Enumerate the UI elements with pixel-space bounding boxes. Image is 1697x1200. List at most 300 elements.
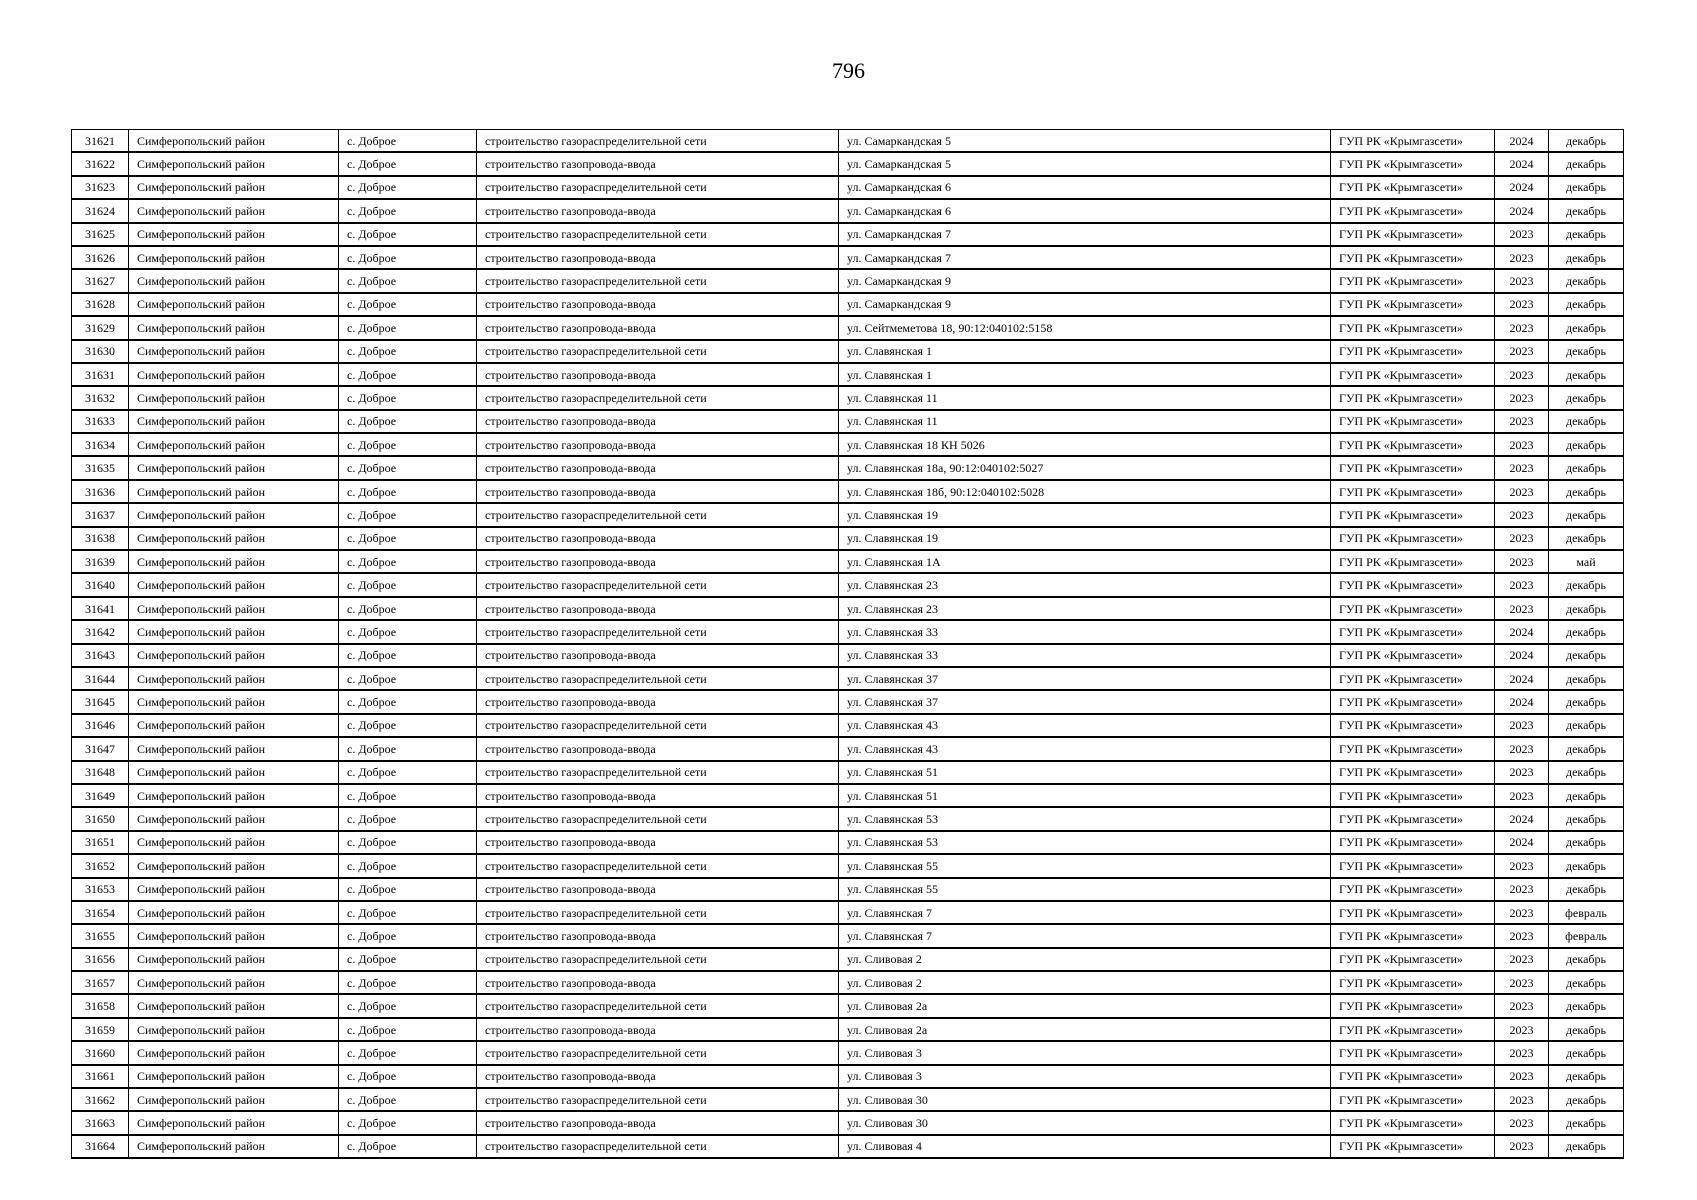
table-row: [72, 199, 1624, 222]
record-number: 31625: [72, 223, 129, 246]
organization-cell: ГУП РК «Крымгазсети»: [1331, 1065, 1495, 1088]
year-cell: 2023: [1495, 1135, 1549, 1158]
month-cell: декабрь: [1549, 573, 1624, 596]
locality-cell: с. Доброе: [339, 714, 477, 737]
month-cell: декабрь: [1549, 269, 1624, 292]
record-number: 31630: [72, 340, 129, 363]
table-row: [72, 971, 1624, 994]
address-cell: ул. Славянская 1А: [839, 550, 1331, 573]
month-cell: декабрь: [1549, 293, 1624, 316]
year-cell: 2023: [1495, 948, 1549, 971]
district-cell: Симферопольский район: [129, 667, 339, 690]
district-cell: Симферопольский район: [129, 199, 339, 222]
organization-cell: ГУП РК «Крымгазсети»: [1331, 1135, 1495, 1158]
record-number: 31652: [72, 854, 129, 877]
work-type-cell: строительство газопровода-ввода: [477, 480, 839, 503]
address-cell: ул. Самаркандская 7: [839, 246, 1331, 269]
locality-cell: с. Доброе: [339, 386, 477, 409]
work-type-cell: строительство газопровода-ввода: [477, 1018, 839, 1041]
record-number: 31638: [72, 527, 129, 550]
table-row: [72, 924, 1624, 947]
work-type-cell: строительство газопровода-ввода: [477, 316, 839, 339]
year-cell: 2023: [1495, 761, 1549, 784]
work-type-cell: строительство газопровода-ввода: [477, 456, 839, 479]
month-cell: декабрь: [1549, 410, 1624, 433]
table-row: [72, 363, 1624, 386]
work-type-cell: строительство газораспределительной сети: [477, 948, 839, 971]
organization-cell: ГУП РК «Крымгазсети»: [1331, 246, 1495, 269]
organization-cell: ГУП РК «Крымгазсети»: [1331, 831, 1495, 854]
address-cell: ул. Славянская 7: [839, 924, 1331, 947]
locality-cell: с. Доброе: [339, 152, 477, 175]
record-number: 31632: [72, 386, 129, 409]
locality-cell: с. Доброе: [339, 480, 477, 503]
record-number: 31664: [72, 1135, 129, 1158]
work-type-cell: строительство газораспределительной сети: [477, 1135, 839, 1158]
year-cell: 2023: [1495, 924, 1549, 947]
address-cell: ул. Сливовая 2: [839, 948, 1331, 971]
year-cell: 2024: [1495, 199, 1549, 222]
year-cell: 2023: [1495, 293, 1549, 316]
locality-cell: с. Доброе: [339, 293, 477, 316]
month-cell: декабрь: [1549, 1088, 1624, 1111]
organization-cell: ГУП РК «Крымгазсети»: [1331, 690, 1495, 713]
record-number: 31655: [72, 924, 129, 947]
address-cell: ул. Славянская 18а, 90:12:040102:5027: [839, 456, 1331, 479]
year-cell: 2023: [1495, 994, 1549, 1017]
table-row: [72, 994, 1624, 1017]
district-cell: Симферопольский район: [129, 293, 339, 316]
table-body: [72, 130, 1624, 1159]
address-cell: ул. Самаркандская 6: [839, 199, 1331, 222]
locality-cell: с. Доброе: [339, 433, 477, 456]
table-row: [72, 527, 1624, 550]
table-row: [72, 761, 1624, 784]
page-number: 796: [832, 58, 865, 83]
table-row: [72, 293, 1624, 316]
locality-cell: с. Доброе: [339, 410, 477, 433]
work-type-cell: строительство газораспределительной сети: [477, 761, 839, 784]
month-cell: февраль: [1549, 924, 1624, 947]
record-number: 31651: [72, 831, 129, 854]
table-row: [72, 410, 1624, 433]
record-number: 31654: [72, 901, 129, 924]
work-type-cell: строительство газораспределительной сети: [477, 854, 839, 877]
district-cell: Симферопольский район: [129, 1065, 339, 1088]
record-number: 31642: [72, 620, 129, 643]
address-cell: ул. Сливовая 2а: [839, 994, 1331, 1017]
organization-cell: ГУП РК «Крымгазсети»: [1331, 456, 1495, 479]
work-type-cell: строительство газопровода-ввода: [477, 597, 839, 620]
address-cell: ул. Сейтмеметова 18, 90:12:040102:5158: [839, 316, 1331, 339]
district-cell: Симферопольский район: [129, 784, 339, 807]
district-cell: Симферопольский район: [129, 410, 339, 433]
work-type-cell: строительство газораспределительной сети: [477, 1088, 839, 1111]
year-cell: 2023: [1495, 269, 1549, 292]
work-type-cell: строительство газопровода-ввода: [477, 924, 839, 947]
record-number: 31660: [72, 1041, 129, 1064]
month-cell: декабрь: [1549, 1041, 1624, 1064]
work-type-cell: строительство газопровода-ввода: [477, 152, 839, 175]
locality-cell: с. Доброе: [339, 176, 477, 199]
district-cell: Симферопольский район: [129, 971, 339, 994]
year-cell: 2023: [1495, 386, 1549, 409]
locality-cell: с. Доброе: [339, 597, 477, 620]
record-number: 31629: [72, 316, 129, 339]
locality-cell: с. Доброе: [339, 340, 477, 363]
table-row: [72, 831, 1624, 854]
record-number: 31631: [72, 363, 129, 386]
address-cell: ул. Славянская 43: [839, 737, 1331, 760]
year-cell: 2024: [1495, 130, 1549, 153]
district-cell: Симферопольский район: [129, 527, 339, 550]
locality-cell: с. Доброе: [339, 807, 477, 830]
record-number: 31647: [72, 737, 129, 760]
month-cell: декабрь: [1549, 831, 1624, 854]
year-cell: 2023: [1495, 340, 1549, 363]
organization-cell: ГУП РК «Крымгазсети»: [1331, 550, 1495, 573]
month-cell: декабрь: [1549, 737, 1624, 760]
address-cell: ул. Славянская 19: [839, 527, 1331, 550]
organization-cell: ГУП РК «Крымгазсети»: [1331, 480, 1495, 503]
record-number: 31653: [72, 878, 129, 901]
year-cell: 2023: [1495, 480, 1549, 503]
record-number: 31645: [72, 690, 129, 713]
district-cell: Симферопольский район: [129, 1041, 339, 1064]
year-cell: 2023: [1495, 223, 1549, 246]
district-cell: Симферопольский район: [129, 1111, 339, 1134]
address-cell: ул. Славянская 51: [839, 761, 1331, 784]
locality-cell: с. Доброе: [339, 199, 477, 222]
organization-cell: ГУП РК «Крымгазсети»: [1331, 340, 1495, 363]
district-cell: Симферопольский район: [129, 1135, 339, 1158]
month-cell: декабрь: [1549, 948, 1624, 971]
month-cell: декабрь: [1549, 1065, 1624, 1088]
address-cell: ул. Славянская 11: [839, 386, 1331, 409]
work-type-cell: строительство газораспределительной сети: [477, 994, 839, 1017]
district-cell: Симферопольский район: [129, 831, 339, 854]
table-row: [72, 176, 1624, 199]
year-cell: 2023: [1495, 737, 1549, 760]
organization-cell: ГУП РК «Крымгазсети»: [1331, 573, 1495, 596]
table-row: [72, 878, 1624, 901]
year-cell: 2023: [1495, 1065, 1549, 1088]
table-row: [72, 503, 1624, 526]
locality-cell: с. Доброе: [339, 901, 477, 924]
table-row: [72, 737, 1624, 760]
district-cell: Симферопольский район: [129, 363, 339, 386]
address-cell: ул. Славянская 18 КН 5026: [839, 433, 1331, 456]
organization-cell: ГУП РК «Крымгазсети»: [1331, 269, 1495, 292]
record-number: 31639: [72, 550, 129, 573]
locality-cell: с. Доброе: [339, 620, 477, 643]
month-cell: декабрь: [1549, 246, 1624, 269]
district-cell: Симферопольский район: [129, 223, 339, 246]
record-number: 31641: [72, 597, 129, 620]
address-cell: ул. Самаркандская 5: [839, 152, 1331, 175]
work-type-cell: строительство газопровода-ввода: [477, 1111, 839, 1134]
year-cell: 2023: [1495, 971, 1549, 994]
record-number: 31623: [72, 176, 129, 199]
year-cell: 2024: [1495, 831, 1549, 854]
district-cell: Симферопольский район: [129, 503, 339, 526]
locality-cell: с. Доброе: [339, 644, 477, 667]
organization-cell: ГУП РК «Крымгазсети»: [1331, 644, 1495, 667]
address-cell: ул. Славянская 53: [839, 831, 1331, 854]
district-cell: Симферопольский район: [129, 573, 339, 596]
district-cell: Симферопольский район: [129, 550, 339, 573]
district-cell: Симферопольский район: [129, 714, 339, 737]
record-number: 31637: [72, 503, 129, 526]
work-type-cell: строительство газораспределительной сети: [477, 807, 839, 830]
locality-cell: с. Доброе: [339, 363, 477, 386]
table-row: [72, 1088, 1624, 1111]
month-cell: декабрь: [1549, 971, 1624, 994]
year-cell: 2023: [1495, 456, 1549, 479]
address-cell: ул. Сливовая 3: [839, 1041, 1331, 1064]
district-cell: Симферопольский район: [129, 130, 339, 153]
address-cell: ул. Славянская 37: [839, 690, 1331, 713]
address-cell: ул. Славянская 23: [839, 573, 1331, 596]
organization-cell: ГУП РК «Крымгазсети»: [1331, 667, 1495, 690]
address-cell: ул. Самаркандская 7: [839, 223, 1331, 246]
organization-cell: ГУП РК «Крымгазсети»: [1331, 433, 1495, 456]
year-cell: 2024: [1495, 176, 1549, 199]
locality-cell: с. Доброе: [339, 1088, 477, 1111]
month-cell: декабрь: [1549, 130, 1624, 153]
year-cell: 2023: [1495, 503, 1549, 526]
organization-cell: ГУП РК «Крымгазсети»: [1331, 130, 1495, 153]
month-cell: февраль: [1549, 901, 1624, 924]
organization-cell: ГУП РК «Крымгазсети»: [1331, 152, 1495, 175]
year-cell: 2023: [1495, 316, 1549, 339]
work-type-cell: строительство газопровода-ввода: [477, 644, 839, 667]
year-cell: 2023: [1495, 1111, 1549, 1134]
organization-cell: ГУП РК «Крымгазсети»: [1331, 620, 1495, 643]
locality-cell: с. Доброе: [339, 878, 477, 901]
table-row: [72, 1065, 1624, 1088]
locality-cell: с. Доброе: [339, 924, 477, 947]
address-cell: ул. Самаркандская 6: [839, 176, 1331, 199]
year-cell: 2023: [1495, 433, 1549, 456]
year-cell: 2024: [1495, 667, 1549, 690]
table-row: [72, 130, 1624, 153]
year-cell: 2023: [1495, 573, 1549, 596]
year-cell: 2023: [1495, 246, 1549, 269]
organization-cell: ГУП РК «Крымгазсети»: [1331, 316, 1495, 339]
month-cell: декабрь: [1549, 152, 1624, 175]
organization-cell: ГУП РК «Крымгазсети»: [1331, 854, 1495, 877]
record-number: 31622: [72, 152, 129, 175]
district-cell: Симферопольский район: [129, 246, 339, 269]
registry-table: [71, 129, 1624, 1159]
organization-cell: ГУП РК «Крымгазсети»: [1331, 878, 1495, 901]
district-cell: Симферопольский район: [129, 1088, 339, 1111]
year-cell: 2023: [1495, 1088, 1549, 1111]
locality-cell: с. Доброе: [339, 503, 477, 526]
locality-cell: с. Доброе: [339, 246, 477, 269]
work-type-cell: строительство газопровода-ввода: [477, 410, 839, 433]
work-type-cell: строительство газопровода-ввода: [477, 527, 839, 550]
district-cell: Симферопольский район: [129, 878, 339, 901]
address-cell: ул. Сливовая 4: [839, 1135, 1331, 1158]
year-cell: 2023: [1495, 1018, 1549, 1041]
locality-cell: с. Доброе: [339, 1135, 477, 1158]
locality-cell: с. Доброе: [339, 573, 477, 596]
work-type-cell: строительство газораспределительной сети: [477, 1041, 839, 1064]
district-cell: Симферопольский район: [129, 597, 339, 620]
organization-cell: ГУП РК «Крымгазсети»: [1331, 737, 1495, 760]
organization-cell: ГУП РК «Крымгазсети»: [1331, 784, 1495, 807]
work-type-cell: строительство газопровода-ввода: [477, 433, 839, 456]
record-number: 31656: [72, 948, 129, 971]
month-cell: декабрь: [1549, 503, 1624, 526]
record-number: 31626: [72, 246, 129, 269]
month-cell: декабрь: [1549, 480, 1624, 503]
organization-cell: ГУП РК «Крымгазсети»: [1331, 761, 1495, 784]
district-cell: Симферопольский район: [129, 316, 339, 339]
month-cell: декабрь: [1549, 340, 1624, 363]
organization-cell: ГУП РК «Крымгазсети»: [1331, 223, 1495, 246]
work-type-cell: строительство газораспределительной сети: [477, 901, 839, 924]
district-cell: Симферопольский район: [129, 620, 339, 643]
year-cell: 2023: [1495, 714, 1549, 737]
organization-cell: ГУП РК «Крымгазсети»: [1331, 199, 1495, 222]
year-cell: 2024: [1495, 152, 1549, 175]
work-type-cell: строительство газопровода-ввода: [477, 550, 839, 573]
district-cell: Симферопольский район: [129, 386, 339, 409]
year-cell: 2023: [1495, 527, 1549, 550]
table-row: [72, 1111, 1624, 1134]
record-number: 31648: [72, 761, 129, 784]
work-type-cell: строительство газораспределительной сети: [477, 573, 839, 596]
record-number: 31657: [72, 971, 129, 994]
organization-cell: ГУП РК «Крымгазсети»: [1331, 807, 1495, 830]
year-cell: 2024: [1495, 807, 1549, 830]
district-cell: Симферопольский район: [129, 690, 339, 713]
table-row: [72, 433, 1624, 456]
address-cell: ул. Славянская 1: [839, 363, 1331, 386]
month-cell: декабрь: [1549, 1111, 1624, 1134]
record-number: 31643: [72, 644, 129, 667]
address-cell: ул. Славянская 33: [839, 644, 1331, 667]
table-row: [72, 667, 1624, 690]
record-number: 31628: [72, 293, 129, 316]
record-number: 31662: [72, 1088, 129, 1111]
district-cell: Симферопольский район: [129, 901, 339, 924]
month-cell: декабрь: [1549, 456, 1624, 479]
district-cell: Симферопольский район: [129, 994, 339, 1017]
record-number: 31658: [72, 994, 129, 1017]
address-cell: ул. Самаркандская 9: [839, 269, 1331, 292]
table-row: [72, 223, 1624, 246]
address-cell: ул. Сливовая 30: [839, 1111, 1331, 1134]
address-cell: ул. Славянская 1: [839, 340, 1331, 363]
table-row: [72, 714, 1624, 737]
locality-cell: с. Доброе: [339, 527, 477, 550]
district-cell: Симферопольский район: [129, 807, 339, 830]
work-type-cell: строительство газопровода-ввода: [477, 971, 839, 994]
month-cell: декабрь: [1549, 223, 1624, 246]
address-cell: ул. Славянская 55: [839, 878, 1331, 901]
table-row: [72, 948, 1624, 971]
work-type-cell: строительство газопровода-ввода: [477, 246, 839, 269]
locality-cell: с. Доброе: [339, 667, 477, 690]
record-number: 31633: [72, 410, 129, 433]
table-row: [72, 854, 1624, 877]
month-cell: декабрь: [1549, 527, 1624, 550]
table-row: [72, 1041, 1624, 1064]
address-cell: ул. Славянская 7: [839, 901, 1331, 924]
address-cell: ул. Славянская 11: [839, 410, 1331, 433]
month-cell: декабрь: [1549, 1018, 1624, 1041]
work-type-cell: строительство газораспределительной сети: [477, 223, 839, 246]
month-cell: декабрь: [1549, 386, 1624, 409]
month-cell: декабрь: [1549, 433, 1624, 456]
district-cell: Симферопольский район: [129, 737, 339, 760]
address-cell: ул. Славянская 53: [839, 807, 1331, 830]
month-cell: декабрь: [1549, 878, 1624, 901]
locality-cell: с. Доброе: [339, 690, 477, 713]
organization-cell: ГУП РК «Крымгазсети»: [1331, 971, 1495, 994]
district-cell: Симферопольский район: [129, 924, 339, 947]
table-row: [72, 807, 1624, 830]
month-cell: декабрь: [1549, 994, 1624, 1017]
work-type-cell: строительство газопровода-ввода: [477, 784, 839, 807]
year-cell: 2024: [1495, 620, 1549, 643]
work-type-cell: строительство газораспределительной сети: [477, 386, 839, 409]
locality-cell: с. Доброе: [339, 1041, 477, 1064]
record-number: 31659: [72, 1018, 129, 1041]
month-cell: декабрь: [1549, 854, 1624, 877]
address-cell: ул. Славянская 55: [839, 854, 1331, 877]
work-type-cell: строительство газораспределительной сети: [477, 340, 839, 363]
month-cell: декабрь: [1549, 714, 1624, 737]
year-cell: 2023: [1495, 597, 1549, 620]
organization-cell: ГУП РК «Крымгазсети»: [1331, 410, 1495, 433]
record-number: 31640: [72, 573, 129, 596]
locality-cell: с. Доброе: [339, 223, 477, 246]
organization-cell: ГУП РК «Крымгазсети»: [1331, 1018, 1495, 1041]
work-type-cell: строительство газораспределительной сети: [477, 667, 839, 690]
work-type-cell: строительство газопровода-ввода: [477, 199, 839, 222]
table-row: [72, 246, 1624, 269]
district-cell: Симферопольский район: [129, 176, 339, 199]
locality-cell: с. Доброе: [339, 316, 477, 339]
year-cell: 2023: [1495, 878, 1549, 901]
organization-cell: ГУП РК «Крымгазсети»: [1331, 363, 1495, 386]
district-cell: Симферопольский район: [129, 948, 339, 971]
year-cell: 2023: [1495, 854, 1549, 877]
table-row: [72, 480, 1624, 503]
work-type-cell: строительство газораспределительной сети: [477, 714, 839, 737]
table-row: [72, 901, 1624, 924]
record-number: 31663: [72, 1111, 129, 1134]
work-type-cell: строительство газораспределительной сети: [477, 503, 839, 526]
work-type-cell: строительство газопровода-ввода: [477, 293, 839, 316]
locality-cell: с. Доброе: [339, 761, 477, 784]
organization-cell: ГУП РК «Крымгазсети»: [1331, 597, 1495, 620]
month-cell: декабрь: [1549, 667, 1624, 690]
month-cell: декабрь: [1549, 363, 1624, 386]
district-cell: Симферопольский район: [129, 269, 339, 292]
table-row: [72, 386, 1624, 409]
address-cell: ул. Славянская 33: [839, 620, 1331, 643]
address-cell: ул. Славянская 43: [839, 714, 1331, 737]
address-cell: ул. Сливовая 3: [839, 1065, 1331, 1088]
month-cell: декабрь: [1549, 176, 1624, 199]
organization-cell: ГУП РК «Крымгазсети»: [1331, 293, 1495, 316]
